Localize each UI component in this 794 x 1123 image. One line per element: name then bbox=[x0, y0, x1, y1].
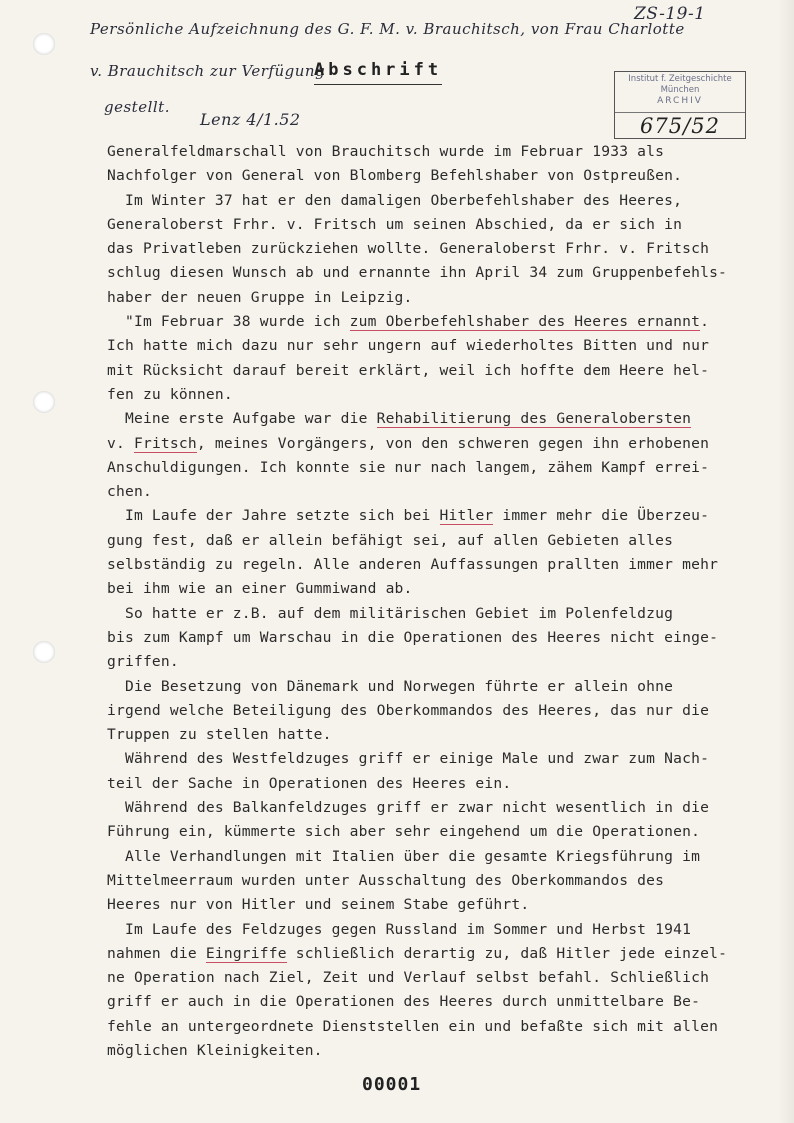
handwritten-note-line-1: Persönliche Aufzeichnung des G. F. M. v. Brauchitsch, von Frau Charlotte bbox=[90, 20, 685, 38]
text-line bbox=[107, 1039, 777, 1063]
punch-hole-top bbox=[33, 33, 55, 55]
stamp-institute: Institut f. Zeitgeschichte bbox=[628, 74, 732, 84]
underlined-phrase: Hitler bbox=[439, 507, 494, 525]
text-segment: Heeres nur von Hitler und seinem Stabe geführt. bbox=[107, 896, 530, 914]
text-segment: fen zu können. bbox=[107, 385, 233, 403]
text-segment: fehle an untergeordnete Dienststellen ein und befaßte sich mit allen bbox=[107, 1017, 719, 1035]
text-segment: Im Winter 37 hat er den damaligen Oberbefehlshaber des Heeres, bbox=[107, 191, 683, 209]
text-segment: gung fest, daß er allein befähigt sei, auf allen Gebieten alles bbox=[107, 531, 674, 549]
page-edge-shadow bbox=[778, 0, 794, 1123]
text-line bbox=[107, 796, 777, 820]
text-segment: "Im Februar 38 wurde ich bbox=[107, 313, 350, 331]
text-line bbox=[107, 869, 777, 893]
text-segment: bis zum Kampf um Warschau in die Operationen des Heeres nicht einge- bbox=[107, 628, 719, 646]
text-line bbox=[107, 237, 777, 261]
text-line bbox=[107, 140, 777, 164]
text-line bbox=[107, 1015, 777, 1039]
stamp-archive-label: ARCHIV bbox=[657, 96, 703, 106]
text-segment: Während des Westfeldzuges griff er einige Male und zwar zum Nach- bbox=[107, 750, 710, 768]
text-segment: chen. bbox=[107, 483, 152, 501]
text-segment: Mittelmeerraum wurden unter Ausschaltung des Oberkommandos des bbox=[107, 871, 665, 889]
text-line bbox=[107, 310, 777, 334]
text-line bbox=[107, 918, 777, 942]
text-segment: Nachfolger von General von Blomberg Befehlshaber von Ostpreußen. bbox=[107, 167, 683, 185]
text-line bbox=[107, 261, 777, 285]
text-segment: Die Besetzung von Dänemark und Norwegen führte er allein ohne bbox=[107, 677, 674, 695]
text-line bbox=[107, 675, 777, 699]
text-line bbox=[107, 723, 777, 747]
text-segment: haber der neuen Gruppe in Leipzig. bbox=[107, 288, 413, 306]
text-line bbox=[107, 504, 777, 528]
text-line bbox=[107, 407, 777, 431]
text-line bbox=[107, 164, 777, 188]
text-line bbox=[107, 286, 777, 310]
text-segment: irgend welche Beteiligung des Oberkommandos des Heeres, das nur die bbox=[107, 701, 710, 719]
text-segment: das Privatleben zurückziehen wollte. Generaloberst Frhr. v. Fritsch bbox=[107, 240, 710, 258]
text-line bbox=[107, 893, 777, 917]
handwritten-reference-number: ZS-19-1 bbox=[634, 4, 706, 24]
text-line bbox=[107, 845, 777, 869]
text-line bbox=[107, 432, 777, 456]
text-line bbox=[107, 942, 777, 966]
text-segment: schlug diesen Wunsch ab und ernannte ihn April 34 zum Gruppenbefehls- bbox=[107, 264, 728, 282]
text-segment: Im Laufe der Jahre setzte sich bei bbox=[107, 507, 440, 525]
text-segment: Alle Verhandlungen mit Italien über die gesamte Kriegsführung im bbox=[107, 847, 701, 865]
document-body bbox=[107, 140, 777, 1063]
text-segment: Meine erste Aufgabe war die bbox=[107, 410, 377, 428]
text-line bbox=[107, 383, 777, 407]
text-line bbox=[107, 577, 777, 601]
text-line bbox=[107, 626, 777, 650]
text-line bbox=[107, 456, 777, 480]
text-segment: Generalfeldmarschall von Brauchitsch wurde im Februar 1933 als bbox=[107, 143, 665, 160]
text-segment: griffen. bbox=[107, 653, 179, 671]
text-line bbox=[107, 480, 777, 504]
text-line bbox=[107, 602, 777, 626]
text-segment: , meines Vorgängers, von den schweren gegen ihn erhobenen bbox=[196, 434, 710, 452]
text-segment: So hatte er z.B. auf dem militärischen Gebiet im Polenfeldzug bbox=[107, 604, 674, 622]
text-segment: bei ihm wie an einer Gummiwand ab. bbox=[107, 580, 413, 598]
text-line bbox=[107, 820, 777, 844]
text-segment: selbständig zu regeln. Alle anderen Auffassungen prallten immer mehr bbox=[107, 556, 719, 574]
text-segment: Ich hatte mich dazu nur sehr ungern auf wiederholtes Bitten und nur bbox=[107, 337, 710, 355]
text-segment: griff er auch in die Operationen des Heeres durch unmittelbare Be- bbox=[107, 993, 701, 1011]
text-segment: Generaloberst Frhr. v. Fritsch um seinen Abschied, da er sich in bbox=[107, 215, 683, 233]
text-line bbox=[107, 213, 777, 237]
stamp-city: München bbox=[660, 85, 700, 95]
text-segment: Truppen zu stellen hatte. bbox=[107, 726, 332, 744]
underlined-phrase: Eingriffe bbox=[205, 944, 287, 962]
underlined-phrase: Rehabilitierung des Generalobersten bbox=[376, 410, 692, 428]
text-line bbox=[107, 699, 777, 723]
text-segment: Anschuldigungen. Ich konnte sie nur nach langem, zähem Kampf errei- bbox=[107, 458, 710, 476]
punch-hole-middle bbox=[33, 391, 55, 413]
text-line bbox=[107, 189, 777, 213]
text-segment: v. bbox=[107, 434, 134, 452]
document-title: Abschrift bbox=[314, 60, 442, 85]
text-line bbox=[107, 966, 777, 990]
handwritten-signature: Lenz 4/1.52 bbox=[200, 110, 301, 129]
text-line bbox=[107, 334, 777, 358]
underlined-phrase: Fritsch bbox=[133, 434, 197, 452]
text-segment: Führung ein, kümmerte sich aber sehr eingehend um die Operationen. bbox=[107, 823, 701, 841]
text-line bbox=[107, 747, 777, 771]
text-segment: teil der Sache in Operationen des Heeres ein. bbox=[107, 774, 512, 792]
archive-stamp bbox=[614, 71, 746, 139]
text-segment: Im Laufe des Feldzuges gegen Russland im Sommer und Herbst 1941 bbox=[107, 920, 692, 938]
text-line bbox=[107, 553, 777, 577]
text-line bbox=[107, 529, 777, 553]
text-segment: schließlich derartig zu, daß Hitler jede einzel- bbox=[286, 944, 728, 962]
text-line bbox=[107, 650, 777, 674]
text-segment: möglichen Kleinigkeiten. bbox=[107, 1041, 323, 1059]
text-segment: ne Operation nach Ziel, Zeit und Verlauf selbst befahl. Schließlich bbox=[107, 969, 710, 987]
underlined-phrase: zum Oberbefehlshaber des Heeres ernannt bbox=[349, 313, 701, 331]
text-segment: mit Rücksicht darauf bereit erklärt, weil ich hoffte dem Heere hel- bbox=[107, 361, 710, 379]
text-segment: . bbox=[700, 313, 710, 331]
text-line bbox=[107, 359, 777, 383]
text-segment: nahmen die bbox=[107, 944, 206, 962]
punch-hole-lower bbox=[33, 641, 55, 663]
text-line bbox=[107, 990, 777, 1014]
page-number: 00001 bbox=[362, 1074, 422, 1095]
text-segment: Während des Balkanfeldzuges griff er zwar nicht wesentlich in die bbox=[107, 799, 710, 817]
handwritten-note-line-3: gestellt. bbox=[104, 98, 170, 116]
text-segment: immer mehr die Überzeu- bbox=[493, 507, 710, 525]
stamp-divider bbox=[615, 112, 745, 113]
stamp-archive-number: 675/52 bbox=[640, 114, 720, 138]
text-line bbox=[107, 772, 777, 796]
stamp-text bbox=[623, 74, 737, 107]
handwritten-note-line-2: v. Brauchitsch zur Verfügung bbox=[90, 62, 326, 80]
